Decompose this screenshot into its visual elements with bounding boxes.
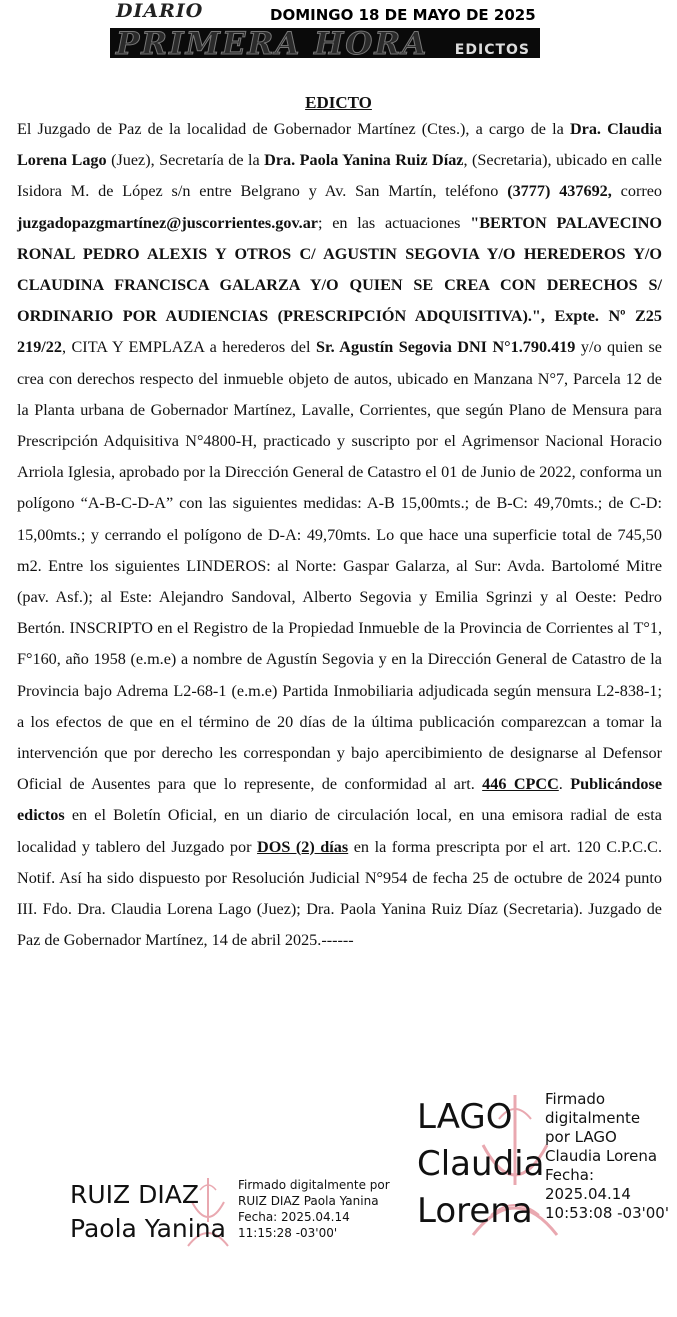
signer-given-left: Paola Yanina — [70, 1214, 226, 1243]
issue-date: DOMINGO 18 DE MAYO DE 2025 — [270, 6, 536, 24]
body-text-1: El Juzgado de Paz de la localidad de Gobernador Martínez (Ctes.), a cargo de la — [17, 120, 570, 138]
body-text-7: y/o quien se crea con derechos respecto del inmueble objeto de autos, ubicado en Manzana N°7, Parcela 12 de la Planta urbana de Gobernador Martínez, Lavalle, Corrientes, que según Plano de Mensura para Prescripción Adquisitiva N°4800-H, practicado y suscripto por el Agrimensor Nacional Horacio Arriola Iglesia, aprobado por la Dirección General de Catastro el 01 de Junio de 2022, conforma un polígono “A-B-C-D-A” con las siguientes medidas: A-B 15,00mts.; de B-C: 49,70mts.; de C-D: 15,00mts.; y cerrando el polígono de D-A: 49,70mts. Lo que hace una superficie total de 745,50 m2. Entre los siguientes LINDEROS: al Norte: Gaspar Galarza, al Sur: Avda. Bartolomé Mitre (pav. Asf.); al Este: Alejandro Sandoval, Alberto Segovia y Emilia Sgrinzi y al Oeste: Pedro Bertón. INSCRIPTO en el Registro de la Propiedad Inmueble de la Provincia de Corrientes al T°1, F°160, año 1958 (e.m.e) a nombre de Agustín Segovia y en la Dirección General de Catastro de la Provincia bajo Adrema L2-68-1 (e.m.e) Partida Inmobiliaria adjudicada según mensura L2-838-1; a los efectos de que en el término de 20 días de la última publicación comparezcan a tomar la intervención que por derecho les correspondan y bajo apercibimiento de designarse al Defensor Oficial de Ausentes para que lo represente, de conformidad al art. — [17, 338, 662, 794]
body-text-2: (Juez), Secretaría de la — [106, 151, 265, 170]
masthead-logo: PRIMERA HORA — [116, 26, 429, 62]
case-title: "BERTON PALAVECINO RONAL PEDRO ALEXIS Y OTROS C/ AGUSTIN SEGOVIA Y/O HEREDEROS Y/O CLAUDINA FRANCISCA GALARZA Y/O QUIEN SE CREA CON DERECHOS S/ ORDINARIO POR AUDIENCIAS (PRESCRIPCIÓN ADQUISITIVA).", Expte. Nº Z25 219/22 — [17, 213, 662, 357]
signature-info-left-2: RUIZ DIAZ Paola Yanina — [238, 1194, 379, 1208]
body-text-5: ; en las actuaciones — [317, 213, 471, 232]
signer-given-right-1: Claudia — [417, 1144, 545, 1184]
section-label: EDICTOS — [454, 42, 530, 58]
cited-person: Sr. Agustín Segovia DNI N°1.790.419 — [315, 338, 576, 357]
judge-name: Dra. Claudia Lorena Lago — [17, 120, 662, 170]
signature-info-right-1: Firmado — [545, 1090, 606, 1108]
newspaper-header — [110, 0, 540, 62]
signer-given-right-2: Lorena — [417, 1191, 533, 1231]
signer-name-right — [417, 1094, 544, 1235]
signature-info-right-3: por LAGO — [545, 1128, 617, 1146]
edict-body — [17, 114, 662, 956]
signature-info-right — [545, 1090, 669, 1223]
body-text-8: . — [558, 775, 571, 794]
signature-info-right-7: 10:53:08 -03'00' — [545, 1204, 669, 1222]
publication-notice: Publicándose edictos — [17, 775, 663, 825]
signer-name-left — [70, 1178, 226, 1246]
signer-surname-left: RUIZ DIAZ — [70, 1180, 199, 1209]
masthead-kicker: DIARIO — [116, 0, 204, 22]
signature-info-right-5: Fecha: — [545, 1166, 595, 1184]
signer-surname-right: LAGO — [417, 1097, 513, 1137]
body-text-6: , CITA Y EMPLAZA a herederos del — [61, 338, 316, 357]
signature-info-left-3: Fecha: 2025.04.14 — [238, 1210, 350, 1224]
signature-info-left-1: Firmado digitalmente por — [238, 1178, 390, 1192]
body-text-10: en la forma prescripta por el art. 120 C.P.C.C. Notif. Así ha sido dispuesto por Resolución Judicial N°954 de fecha 25 de octubre de 2024 punto III. Fdo. Dra. Claudia Lorena Lago (Juez); Dra. Paola Yanina Ruiz Díaz (Secretaria). Juzgado de Paz de Gobernador Martínez, 14 de abril 2025.------ — [17, 837, 662, 950]
document-title: EDICTO — [305, 93, 372, 112]
email-address: juzgadopazgmartínez@juscorrientes.gov.ar — [17, 213, 318, 232]
secretary-name: Dra. Paola Yanina Ruiz Díaz — [264, 151, 464, 170]
phone-number: (3777) 437692, — [507, 182, 612, 201]
body-text-9: en el Boletín Oficial, en un diario de circulación local, en una emisora radial de esta localidad y tablero del Juzgado por — [17, 806, 662, 856]
signature-info-left — [238, 1177, 390, 1241]
signature-info-right-6: 2025.04.14 — [545, 1185, 631, 1203]
publication-days: DOS (2) días — [257, 837, 349, 856]
signature-info-left-4: 11:15:28 -03'00' — [238, 1226, 338, 1240]
signature-info-right-4: Claudia Lorena — [545, 1147, 658, 1165]
article-reference: 446 CPCC — [482, 775, 559, 794]
signature-info-right-2: digitalmente — [545, 1109, 641, 1127]
body-text-3: , (Secretaria), ubicado en calle Isidora M. de López s/n entre Belgrano y Av. San Martín, teléfono — [17, 151, 662, 201]
body-text-4: correo — [611, 182, 663, 201]
